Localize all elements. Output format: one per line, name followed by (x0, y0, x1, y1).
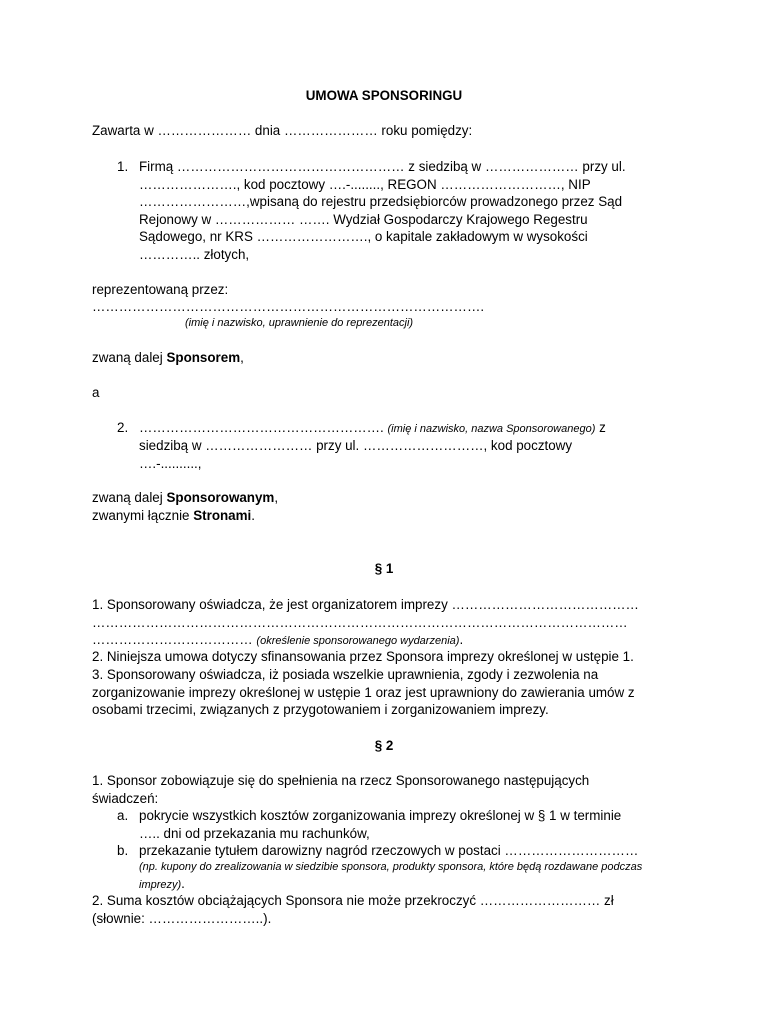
sponsored-term: Sponsorowanym (166, 490, 275, 505)
section1-paragraph-line: 2. Niniejsza umowa dotyczy sfinansowania przez Sponsora imprezy określonej w ustępie 1. (92, 649, 634, 664)
section1-paragraph-line: zorganizowanie imprezy określonej w ustępie 1 oraz jest uprawniony do zawierania umów z (92, 684, 635, 700)
section1-paragraph-line: ………………………………………………………………………………………………………… (92, 614, 628, 630)
item-a-line: ….. dni od przekazania mu rachunków, (139, 825, 370, 841)
item-b-line: przekazanie tytułem darowizny nagród rzeczowych w postaci ………………………… (139, 843, 639, 858)
party1-line: …………………., kod pocztowy ….-........, REGON ………………………, NIP (139, 176, 591, 192)
party2-line: ….-.........., (139, 455, 202, 471)
sponsor-clause-suffix: , (240, 350, 244, 365)
party1-line: ………….. złotych, (139, 246, 250, 262)
section2-heading: § 2 (374, 738, 394, 753)
sponsor-term: Sponsorem (166, 350, 241, 365)
party2-line (139, 419, 606, 439)
section1-hint: (określenie sponsorowanego wydarzenia) (256, 635, 460, 647)
section2-paragraph-line: świadczeń: (92, 790, 159, 806)
section2-paragraph-line: 2. Suma kosztów obciążających Sponsora nie może przekroczyć ……………………… zł (92, 893, 614, 908)
party2-hint: (imię i nazwisko, nazwa Sponsorowanego) (387, 423, 596, 435)
section1-heading: § 1 (374, 561, 394, 576)
section1-paragraph-line: 3. Sponsorowany oświadcza, iż posiada wszelkie uprawnienia, zgody i zezwolenia na (92, 667, 599, 682)
item-b-label: b. (117, 843, 129, 858)
conjunction: a (92, 385, 100, 400)
representation-dots: ……………………………………………………………………………. (92, 299, 485, 314)
representation-hint: (imię i nazwisko, uprawnienie do reprezentacji) (185, 317, 414, 329)
sponsor-clause (92, 349, 244, 367)
sponsored-clause-prefix: zwaną dalej (92, 490, 167, 505)
sponsored-clause-suffix: , (274, 490, 279, 505)
document-title: UMOWA SPONSORINGU (305, 88, 463, 103)
parties-clause-prefix: zwanymi łącznie (92, 508, 194, 523)
item-b-hint-end: . (181, 876, 185, 891)
intro-line: Zawarta w ………………… dnia ………………… roku pomiędzy: (92, 123, 473, 138)
section2-paragraph-line: (słownie: ……………………..). (92, 911, 272, 926)
item-b-hint: imprezy) (139, 879, 182, 891)
representation-label: reprezentowaną przez: (92, 282, 229, 297)
sponsored-clause (92, 489, 278, 507)
section2-paragraph-line: 1. Sponsor zobowiązuje się do spełnienia na rzecz Sponsorowanego następujących (92, 773, 590, 788)
parties-term: Stronami (193, 508, 252, 523)
party1-line: Firmą …………………………………………… z siedzibą w ………………… przy ul. (139, 159, 626, 174)
party2-number: 2. (117, 420, 129, 435)
party1-line: Rejonowy w ……………… ……. Wydział Gospodarczy Krajowego Regestru (139, 211, 588, 227)
party2-line-end: z (599, 420, 606, 435)
section1-paragraph-line: 1. Sponsorowany oświadcza, że jest organizatorem imprezy …………………………………… (92, 597, 639, 612)
party2-dots: ………………………………………………. (139, 420, 384, 435)
party1-line: Sądowego, nr KRS ……………………., o kapitale zakładowym w wysokości (139, 229, 588, 244)
item-b-hint: (np. kupony do zrealizowania w siedzibie sponsora, produkty sponsora, które będą rozdawane podczas (139, 861, 643, 873)
party1-number: 1. (117, 159, 129, 174)
sponsor-clause-prefix: zwaną dalej (92, 350, 167, 365)
parties-clause (92, 507, 255, 525)
parties-clause-suffix: . (251, 508, 255, 523)
item-a-line: pokrycie wszystkich kosztów zorganizowania imprezy określonej w § 1 w terminie (139, 808, 622, 823)
section1-paragraph-line: osobami trzecimi, związanych z przygotowaniem i zorganizowaniem imprezy. (92, 702, 549, 717)
section1-dots: ……………………………… (92, 632, 253, 647)
section1-line-end: . (459, 632, 464, 647)
item-a-label: a. (117, 808, 129, 823)
party2-line: siedzibą w …………………… przy ul. ………………………, kod pocztowy (139, 438, 573, 453)
party1-line: ……………………,wpisaną do rejestru przedsiębiorców prowadzonego przez Sąd (139, 194, 623, 209)
